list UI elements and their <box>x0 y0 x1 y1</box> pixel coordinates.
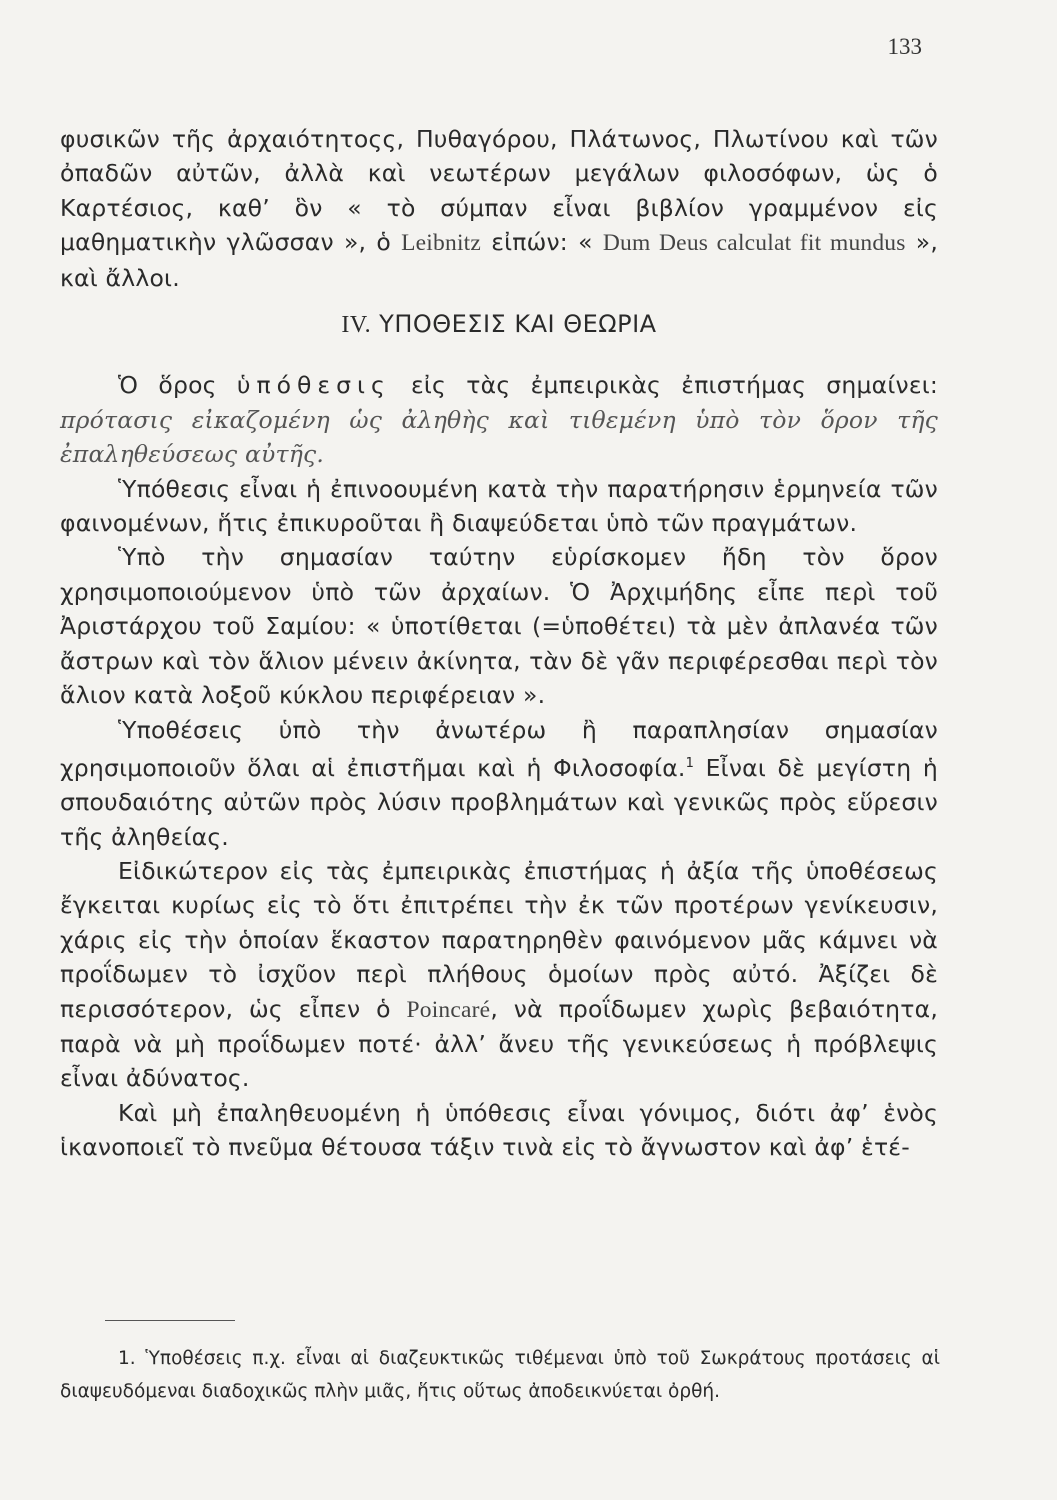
paragraph-fertile: Καὶ μὴ ἐπαληθευομένη ἡ ὑπόθεσις εἶναι γόνιμος, διότι ἀφ’ ἑνὸς ἱκανοποιεῖ τὸ πνεῦμα θέτουσα τάξιν τινὰ εἰς τὸ ἄγνωστον καὶ ἀφ’ ἑτέ- <box>60 1098 938 1162</box>
paragraph-empirical-start: Εἰδικώτερον εἰς τὰς ἐμπειρικὰς ἐπιστήμας ἡ ἀξία τῆς ὑποθέσεως ἔγκειται κυρίως εἰς τὸ ὅτι ἐπιτρέπει τὴν ἐκ τῶν προτέρων γενίκευσιν, χάρις εἰς τὴν ὁποίαν ἕκαστον παρατηρηθὲν φαινόμενον μᾶς κάμνει νὰ προΐδωμεν τὸ ἰσχῦον περὶ πλήθους ὁμοίων πρὸς αὐτό. Ἀξίζει δὲ περισσότερον, ὡς εἶπεν ὁ <box>60 856 938 1023</box>
paragraph-sciences-end: Εἶναι δὲ μεγίστη ἡ σπουδαιότης αὐτῶν πρὸς λύσιν προβλημάτων καὶ γενικῶς πρὸς εὕρεσιν τῆς ἀληθείας. <box>60 753 938 851</box>
paragraph-sciences <box>60 713 938 854</box>
definition-term: ὑπόθεσις <box>236 371 391 400</box>
paragraph-hypothesis: Ὑπόθεσις εἶναι ἡ ἐπινοουμένη κατὰ τὴν παρατήρησιν ἑρμηνεία τῶν φαινομένων, ἥτις ἐπικυροῦται ἢ διαψεύδεται ὑπὸ τῶν πραγμάτων. <box>60 474 938 538</box>
name-leibnitz: Leibnitz <box>401 230 482 257</box>
paragraph-continuation-text: φυσικῶν τῆς ἀρχαιότητοςς, Πυθαγόρου, Πλάτωνος, Πλωτίνου καὶ τῶν ὀπαδῶν αὐτῶν, ἀλλὰ καὶ νεωτέρων μεγάλων φιλοσόφων, ὡς ὁ Καρτέσιος, καθ’ ὃν « τὸ σύμπαν εἶναι βιβλίον γραμμένον εἰς μαθηματικὴν γλῶσσαν », ὁ <box>60 125 938 257</box>
footnote <box>60 1342 940 1408</box>
definition-start: Ὁ ὅρος <box>118 371 237 400</box>
section-title: ΥΠΟΘΕΣΙΣ ΚΑΙ ΘΕΩΡΙΑ <box>379 310 657 339</box>
paragraph-ancients: Ὑπὸ τὴν σημασίαν ταύτην εὑρίσκομεν ἤδη τὸν ὅρον χρησιμοποιούμενον ὑπὸ τῶν ἀρχαίων. Ὁ Ἀρχιμήδης εἶπε περὶ τοῦ Ἀριστάρχου τοῦ Σαμίου: « ὑποτίθεται (=ὑποθέτει) τὰ μὲν ἀπλανέα τῶν ἄστρων καὶ τὸν ἅλιον μένειν ἀκίνητα, τὰν δὲ γᾶν περιφέρεσθαι περὶ τὸν ἅλιον κατὰ λοξοῦ κύκλου περιφέρειαν ». <box>60 543 938 710</box>
latin-quote: Dum Deus calculat fit mundus <box>602 230 906 257</box>
paragraph-continuation-end: », καὶ ἄλλοι. <box>60 228 939 292</box>
footnote-text: 1. Ὑποθέσεις π.χ. εἶναι αἱ διαζευκτικῶς τιθέμεναι ὑπὸ τοῦ Σωκράτους προτάσεις αἱ διαψευδόμεναι διαδοχικῶς πλὴν μιᾶς, ἥτις οὕτως ἀποδεικνύεται ὀρθή. <box>60 1348 940 1402</box>
section-number: IV. <box>341 312 372 339</box>
paragraph-empirical <box>60 854 938 1096</box>
definition-italic: πρότασις εἰκαζομένη ὡς ἀληθὴς καὶ τιθεμένη ὑπὸ τὸν ὅρον τῆς ἐπαληθεύσεως αὐτῆς. <box>60 405 938 469</box>
definition-middle: εἰς τὰς ἐμπειρικὰς ἐπιστήμας σημαίνει: <box>390 371 938 400</box>
paragraph-empirical-end: , νὰ προΐδωμεν χωρὶς βεβαιότητα, παρὰ νὰ μὴ προΐδωμεν ποτέ· ἀλλ’ ἄνευ τῆς γενικεύσεως ἡ πρόβλεψις εἶναι ἀδύνατος. <box>60 994 938 1093</box>
eipon-text: εἰπών: « <box>481 228 603 257</box>
name-poincare: Poincaré <box>406 996 491 1023</box>
paragraph-definition <box>60 368 938 471</box>
paragraph-continuation <box>60 122 938 295</box>
page-number: 133 <box>887 34 922 59</box>
body-text <box>60 122 938 1165</box>
paragraph-sciences-text: Ὑποθέσεις ὑπὸ τὴν ἀνωτέρω ἢ παραπλησίαν σημασίαν χρησιμοποιοῦν ὅλαι αἱ ἐπιστῆμαι καὶ ἡ Φιλοσοφία. <box>60 715 938 782</box>
section-heading <box>60 307 938 342</box>
footnote-divider <box>105 1320 235 1321</box>
footnote-marker: 1 <box>685 755 695 771</box>
